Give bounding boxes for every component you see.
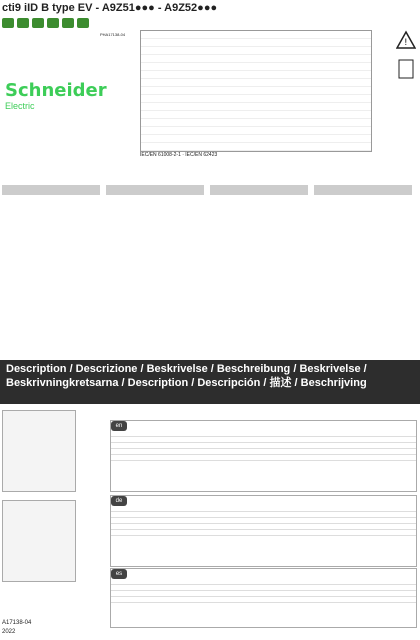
standards-text: IEC/EN 61008-2-1 · IEC/EN 62423 xyxy=(140,152,218,158)
cert-icon xyxy=(62,18,74,28)
wiring-schematic xyxy=(140,30,372,152)
cert-icon xyxy=(17,18,29,28)
footer-code: A17138-04 xyxy=(2,620,32,626)
safety-column-1 xyxy=(2,185,100,355)
parts-table xyxy=(110,568,417,628)
parts-table xyxy=(110,420,417,492)
description-heading: Description / Descrizione / Beskrivelse / Beschreibung / Beskrivelse / Beskrivningkretsarna / Description / Descripción / 描述 / Beschrijving xyxy=(0,360,420,404)
language-badge: es xyxy=(111,569,127,579)
safety-column-4 xyxy=(314,185,412,355)
parts-table xyxy=(110,495,417,567)
cert-icon xyxy=(2,18,14,28)
schneider-logo: Schneider Electric xyxy=(5,80,107,111)
certification-icons xyxy=(2,18,89,28)
safety-column-3 xyxy=(210,185,308,355)
device-diagram xyxy=(2,410,76,492)
svg-text:!: ! xyxy=(404,38,408,48)
document-title: cti9 iID B type EV - A9Z51●●● - A9Z52●●● xyxy=(2,2,218,14)
safety-column-2 xyxy=(106,185,204,355)
cert-icon xyxy=(32,18,44,28)
language-badge: de xyxy=(111,496,127,506)
device-diagram xyxy=(2,500,76,582)
cert-icon xyxy=(47,18,59,28)
doc-code: PHA17138-04 xyxy=(100,32,126,37)
footer-year: 2022 xyxy=(2,629,16,635)
cert-icon xyxy=(77,18,89,28)
warning-icon xyxy=(396,30,416,90)
language-badge: en xyxy=(111,421,127,431)
